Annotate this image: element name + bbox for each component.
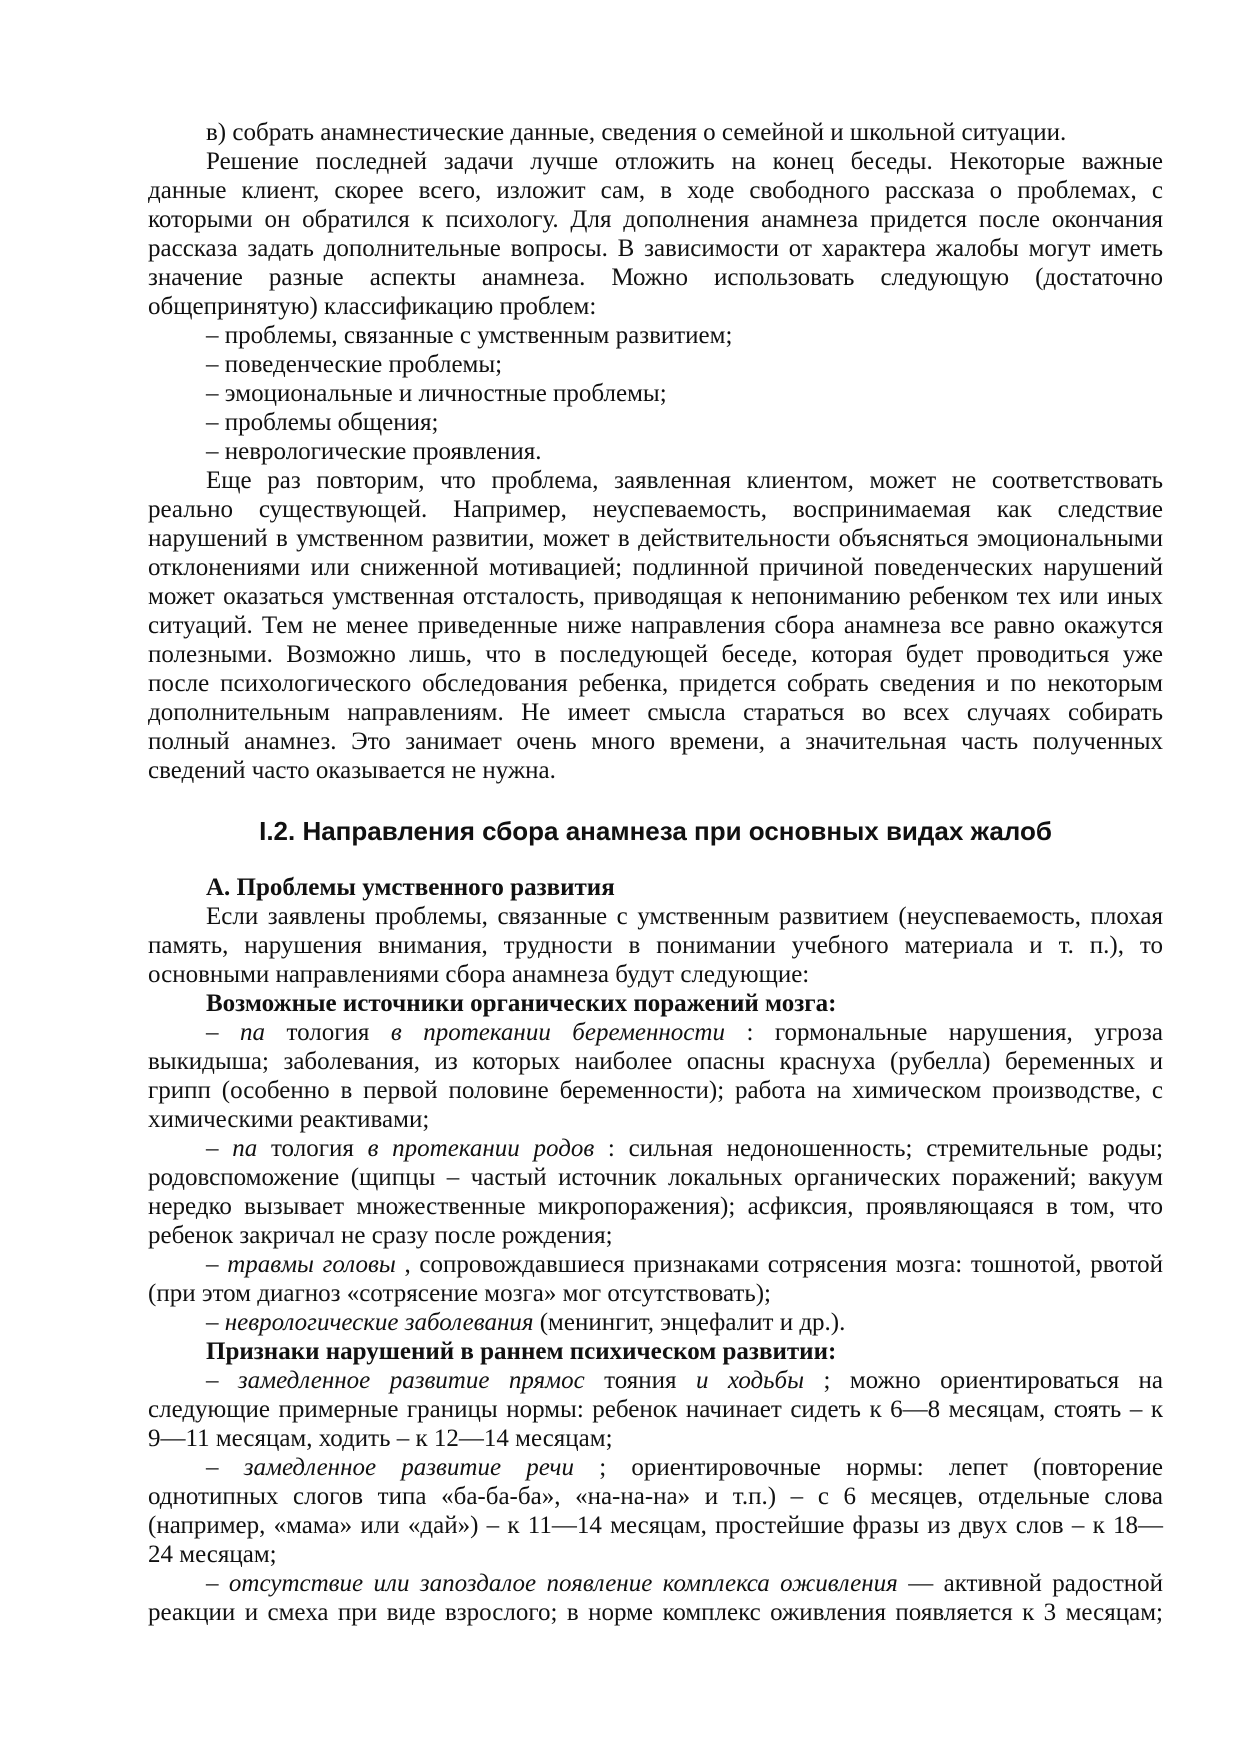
text-run: : гормональные нарушения, угроза (724, 1019, 1164, 1046)
text-run: — активной радостной (897, 1570, 1164, 1597)
paragraph (148, 1308, 1163, 1337)
text-line (148, 1163, 1163, 1192)
subheading (148, 989, 1163, 1018)
text-line (148, 582, 1163, 611)
text-run: Еще раз повторим, что проблема, заявленная клиентом, может не соответствовать (206, 467, 1163, 494)
text-run: Возможные источники органических поражений мозга: (206, 990, 837, 1017)
text-line (148, 176, 1163, 205)
text-run: (при этом диагноз «сотрясение мозга» мог отсутствовать); (148, 1280, 771, 1307)
text-line (148, 466, 1163, 495)
text-run: грипп (особенно в первой половине беременности); работа на химическом производстве, с (148, 1077, 1163, 1104)
text-run: реакции и смеха при виде взрослого; в норме комплекс оживления появляется к 3 месяцам; (148, 1599, 1163, 1626)
text-run: (менингит, энцефалит и др.). (533, 1309, 846, 1336)
italic-text: и ходьбы (695, 1367, 805, 1394)
text-run: выкидыша; заболевания, из которых наиболее опасны краснуха (рубелла) беременных и (148, 1048, 1163, 1075)
paragraph (148, 1250, 1163, 1308)
text-line (148, 379, 1163, 408)
text-line (148, 437, 1163, 466)
paragraph (148, 408, 1163, 437)
italic-text: неврологические заболевания (224, 1309, 534, 1336)
text-run: ; можно ориентироваться на (804, 1367, 1163, 1394)
text-run: основными направлениями сбора анамнеза будут следующие: (148, 961, 810, 988)
text-run: значение разные аспекты анамнеза. Можно использовать следующую (достаточно (148, 264, 1163, 291)
text-run: ребенок закричал не сразу после рождения; (148, 1222, 613, 1249)
text-run: отклонениями или сниженной мотивацией; подлинной причиной поведенческих нарушений (148, 554, 1163, 581)
text-line (148, 756, 1163, 785)
text-line (148, 1366, 1163, 1395)
text-run: после психологического обследования ребенка, придется собрать сведения и по некоторым (148, 670, 1163, 697)
text-run: однотипных слогов типа «ба-ба-ба», «на-на-на» и т.п.) – с 6 месяцев, отдельные слова (148, 1483, 1163, 1510)
text-run: – поведенческие проблемы; (206, 351, 503, 378)
paragraph (148, 1453, 1163, 1569)
text-run: сведений часто оказывается не нужна. (148, 757, 556, 784)
text-run: нередко вызывает множественные микропоражения); асфиксия, проявляющаяся в том, что (148, 1193, 1163, 1220)
text-run: – (206, 1367, 238, 1394)
text-run: , сопровождавшиеся признаками сотрясения мозга: тошнотой, рвотой (395, 1251, 1163, 1278)
paragraph (148, 147, 1163, 321)
text-run: следующие примерные границы нормы: ребенок начинает сидеть к 6—8 месяцам, стоять – к (148, 1396, 1163, 1423)
text-run: А. Проблемы умственного развития (206, 874, 615, 901)
italic-text: в протекании родов (367, 1135, 595, 1162)
text-run: – проблемы, связанные с умственным развитием; (206, 322, 733, 349)
paragraph (148, 350, 1163, 379)
text-line (148, 1105, 1163, 1134)
italic-text: замедленное развитие прямос (237, 1367, 585, 1394)
text-line (148, 1047, 1163, 1076)
text-line (148, 1221, 1163, 1250)
section-heading: I.2. Направления сбора анамнеза при основных видах жалоб (259, 816, 1052, 846)
paragraph (148, 1569, 1163, 1627)
text-run: дополнительным направлениям. Не имеет смысла стараться во всех случаях собирать (148, 699, 1163, 726)
text-run: родовспоможение (щипцы – частый источник локальных органических поражений; вакуум (148, 1164, 1163, 1191)
text-line (148, 1453, 1163, 1482)
text-run: полезными. Возможно лишь, что в последующей беседе, которая будет проводиться уже (148, 641, 1163, 668)
italic-text: замедленное развитие речи (243, 1454, 574, 1481)
text-line (148, 118, 1163, 147)
text-run: может оказаться умственная отсталость, приводящая к непониманию ребенком тех или иных (148, 583, 1163, 610)
italic-text: в протекании беременности (390, 1019, 725, 1046)
text-line (148, 902, 1163, 931)
text-line (148, 292, 1163, 321)
text-block-intro (148, 118, 1163, 785)
text-run: – (206, 1135, 233, 1162)
text-run: данные клиент, скорее всего, изложит сам, в ходе свободного рассказа о проблемах, с (148, 177, 1163, 204)
text-line (148, 1134, 1163, 1163)
text-run: ситуаций. Тем не менее приведенные ниже направления сбора анамнеза все равно окажутся (148, 612, 1163, 639)
text-line (148, 553, 1163, 582)
text-line (148, 263, 1163, 292)
text-run: – эмоциональные и личностные проблемы; (206, 380, 667, 407)
text-run: – (206, 1570, 229, 1597)
text-run: – (206, 1454, 244, 1481)
text-run: память, нарушения внимания, трудности в понимании учебного материала и т. п.), то (148, 932, 1163, 959)
italic-text: па (240, 1019, 265, 1046)
text-run: тология (265, 1019, 391, 1046)
text-line (148, 640, 1163, 669)
paragraph (148, 1366, 1163, 1453)
text-line (148, 1395, 1163, 1424)
paragraph (148, 1018, 1163, 1134)
italic-text: травмы головы (227, 1251, 396, 1278)
text-line (148, 989, 1163, 1018)
text-run: рассказа задать дополнительные вопросы. В зависимости от характера жалобы могут иметь (148, 235, 1163, 262)
text-line (148, 350, 1163, 379)
italic-text: па (232, 1135, 258, 1162)
text-run: – проблемы общения; (206, 409, 439, 436)
text-line (148, 1076, 1163, 1105)
text-run: : сильная недоношенность; стремительные роды; (594, 1135, 1163, 1162)
text-line (148, 1598, 1163, 1627)
text-run: – неврологические проявления. (206, 438, 542, 465)
text-line (148, 960, 1163, 989)
paragraph (148, 321, 1163, 350)
paragraph (148, 437, 1163, 466)
italic-text: отсутствие или запоздалое появление комплекса оживления (228, 1570, 898, 1597)
paragraph (148, 1134, 1163, 1250)
text-run: (например, «мама» или «дай») – к 11—14 месяцам, простейшие фразы из двух слов – к 18— (148, 1512, 1163, 1539)
text-run: химическими реактивами; (148, 1106, 430, 1133)
text-line (148, 408, 1163, 437)
text-line (148, 873, 1163, 902)
text-line (148, 1018, 1163, 1047)
text-line (148, 1540, 1163, 1569)
text-run: – (206, 1251, 228, 1278)
text-run: в) собрать анамнестические данные, сведения о семейной и школьной ситуации. (206, 119, 1067, 146)
text-line (148, 205, 1163, 234)
paragraph (148, 379, 1163, 408)
text-run: 24 месяцам; (148, 1541, 277, 1568)
text-run: – (206, 1019, 240, 1046)
text-line (148, 1192, 1163, 1221)
text-run: Признаки нарушений в раннем психическом развитии: (206, 1338, 837, 1365)
text-run: – (206, 1309, 225, 1336)
text-run: реально существующей. Например, неуспеваемость, воспринимаемая как следствие (148, 496, 1163, 523)
text-line (148, 611, 1163, 640)
text-run: общепринятую) классификацию проблем: (148, 293, 597, 320)
text-line (148, 727, 1163, 756)
text-line (148, 321, 1163, 350)
text-run: ; ориентировочные нормы: лепет (повторение (573, 1454, 1164, 1481)
text-block-section (148, 873, 1163, 1627)
text-line (148, 524, 1163, 553)
subheading (148, 873, 1163, 902)
text-line (148, 1279, 1163, 1308)
text-line (148, 931, 1163, 960)
text-run: полный анамнез. Это занимает очень много времени, а значительная часть полученных (148, 728, 1163, 755)
text-line (148, 495, 1163, 524)
paragraph (148, 902, 1163, 989)
paragraph (148, 118, 1163, 147)
text-line (148, 669, 1163, 698)
text-run: которыми он обратился к психологу. Для дополнения анамнеза придется после окончания (148, 206, 1163, 233)
text-line (148, 1482, 1163, 1511)
text-line (148, 1569, 1163, 1598)
text-run: нарушений в умственном развитии, может в действительности объясняться эмоциональными (148, 525, 1163, 552)
text-line (148, 1424, 1163, 1453)
text-line (148, 1337, 1163, 1366)
text-line (148, 698, 1163, 727)
text-line (148, 234, 1163, 263)
text-line (148, 1250, 1163, 1279)
text-run: тология (257, 1135, 368, 1162)
paragraph (148, 466, 1163, 785)
text-run: 9—11 месяцам, ходить – к 12—14 месяцам; (148, 1425, 613, 1452)
text-line (148, 1511, 1163, 1540)
text-run: Решение последней задачи лучше отложить на конец беседы. Некоторые важные (206, 148, 1163, 175)
text-run: Если заявлены проблемы, связанные с умственным развитием (неуспеваемость, плохая (206, 903, 1163, 930)
text-line (148, 147, 1163, 176)
subheading (148, 1337, 1163, 1366)
text-line (148, 1308, 1163, 1337)
text-run: тояния (584, 1367, 696, 1394)
